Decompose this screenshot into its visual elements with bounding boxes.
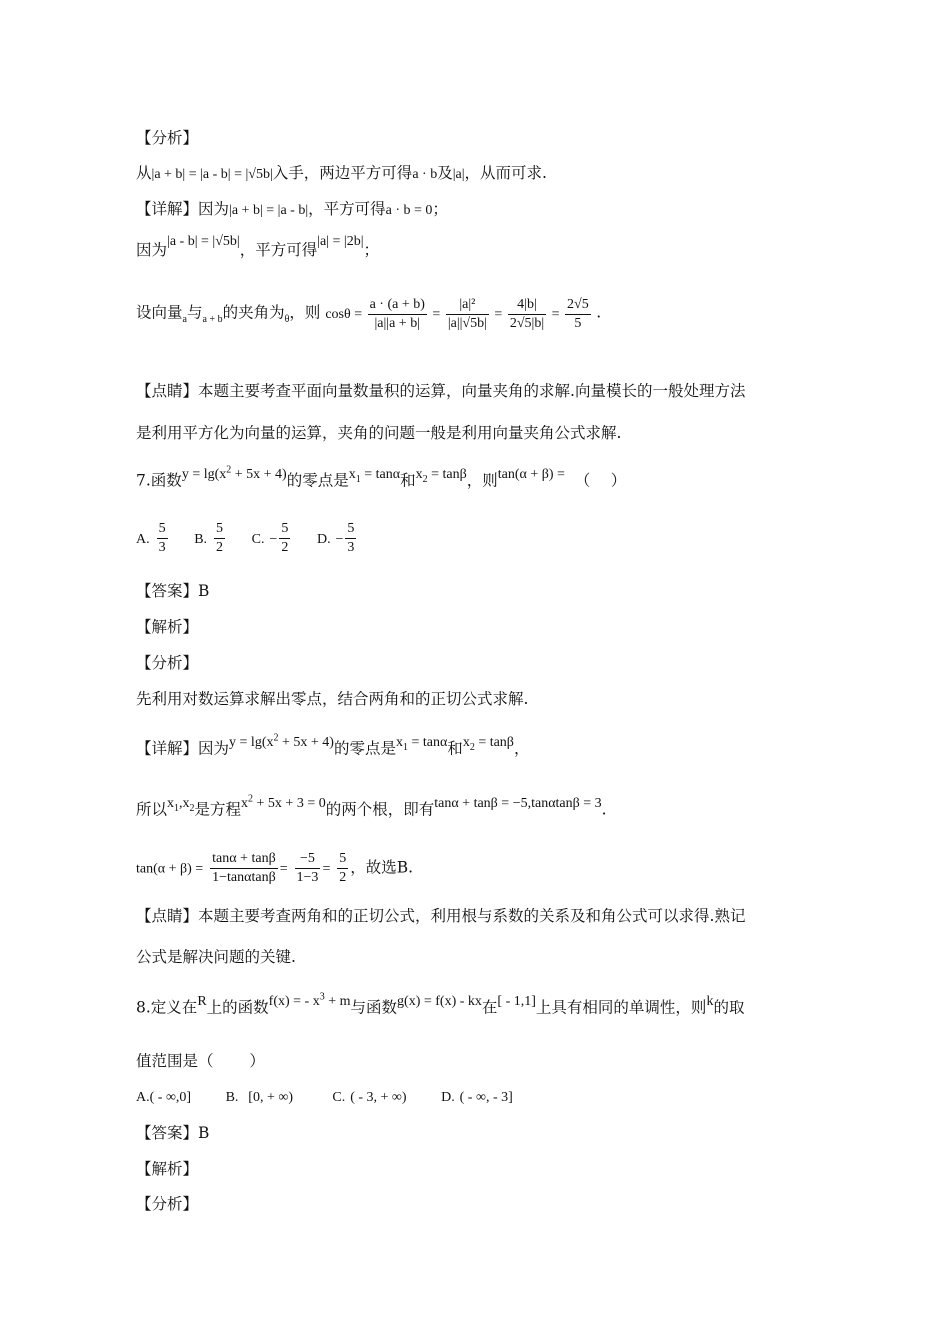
remark-7-line-1: 【点睛】本题主要考查两角和的正切公式，利用根与系数的关系及和角公式可以求得.熟记 <box>136 907 746 925</box>
option-a[interactable]: A. $\frac{5}{3}$ <box>136 521 166 555</box>
question-8-stem: 8.定义在R上的函数f(x) = - $x^3 + m$与函数g(x) = f(x) - kx在[ - 1,1]上具有相同的单调性，则k的取 <box>136 991 745 1017</box>
dot-product: a · b <box>412 167 438 182</box>
solution-7-line-1: 【详解】因为$y = \lg(x^2 + 5x + 4)$的零点是$x_1 = \tan\alpha$和$x_2 = \tan\beta$， <box>136 732 530 758</box>
analysis-text-7: 先利用对数运算求解出零点，结合两角和的正切公式求解. <box>136 690 529 708</box>
cos-formula: cosθ = $\frac{a \cdot (a + b)}{|a||a + b|}$ = $\frac{\text{|a|²}}{|a||√5b|}$ = $\frac{4|b|}{2√5|b|}$ = $\frac{2√5}{5}$ <box>325 297 589 331</box>
explanation-heading-7: 【解析】 <box>136 618 199 636</box>
question-8-options <box>136 1086 513 1108</box>
remark-line-2: 是利用平方化为向量的运算，夹角的问题一般是利用向量夹角公式求解. <box>136 424 622 442</box>
option-d[interactable]: D. − $\frac{5}{3}$ <box>316 521 355 555</box>
solution-7-line-2: 所以$x_1,x_2$是方程$x^2 + 5x + 3 = 0$的两个根，即有tanα + tanβ = −5,tanαtanβ = 3. <box>136 793 607 819</box>
option-b[interactable]: B. $\frac{5}{2}$ <box>194 521 223 555</box>
question-7-options <box>136 520 358 557</box>
answer-7: 【答案】B <box>136 582 210 600</box>
question-7-stem: 7.函数$y = \lg(x^2 + 5x + 4)$的零点是$x_1 = \tan\alpha$和$x_2 = \tan\beta$，则tan(α + β) = （ ） <box>136 464 627 490</box>
option-c[interactable]: C. − $\frac{5}{2}$ <box>251 521 289 555</box>
option-c[interactable]: C. ( - 3, + ∞) <box>332 1090 407 1105</box>
remark-line-1: 【点睛】本题主要考查平面向量数量积的运算，向量夹角的求解.向量模长的一般处理方法 <box>136 382 746 400</box>
analysis-heading-7: 【分析】 <box>136 654 199 672</box>
question-8-stem-cont: 值范围是（ ） <box>136 1052 265 1070</box>
answer-8: 【答案】B <box>136 1124 210 1142</box>
vector-expression: |a + b| = |a - b| = |√5b| <box>151 167 273 182</box>
option-b[interactable]: B. [0, + ∞) <box>225 1090 293 1105</box>
solution-line-1: 【详解】因为|a + b| = |a - b|，平方可得a · b = 0； <box>136 200 448 218</box>
solution-cos-line: 设向量$_a$与$_{a + b}$的夹角为$_\theta$，则 cosθ = $\frac{a \cdot (a + b)}{|a||a + b|}$ = $\frac{\text{|a|²}}{|a||√5b|}$ = $\frac{4|b|}{2√5|b|}$ = $\frac{2√5}{5}$ . <box>136 297 602 331</box>
option-a[interactable]: A.( - ∞,0] <box>136 1090 192 1105</box>
vector-modulus: |a| <box>452 167 465 182</box>
analysis-heading: 【分析】 <box>136 129 199 147</box>
option-d[interactable]: D. ( - ∞, - 3] <box>441 1090 513 1105</box>
remark-7-line-2: 公式是解决问题的关键. <box>136 948 296 966</box>
solution-7-line-3: tan(α + β) = $\frac{\tan\alpha + \tan\beta}{1-\tan\alpha\tan\beta}$ = $\frac{-5}{1-3}$ = $\frac{5}{2}$ ，故选B. <box>136 851 414 885</box>
analysis-heading-8: 【分析】 <box>136 1195 199 1213</box>
analysis-line: 从|a + b| = |a - b| = |√5b|入手，两边平方可得a · b及|a|，从而可求. <box>136 164 547 182</box>
solution-line-2: 因为|a - b| = |√5b|，平方可得|a| = |2b|； <box>136 234 380 259</box>
explanation-heading-8: 【解析】 <box>136 1160 199 1178</box>
